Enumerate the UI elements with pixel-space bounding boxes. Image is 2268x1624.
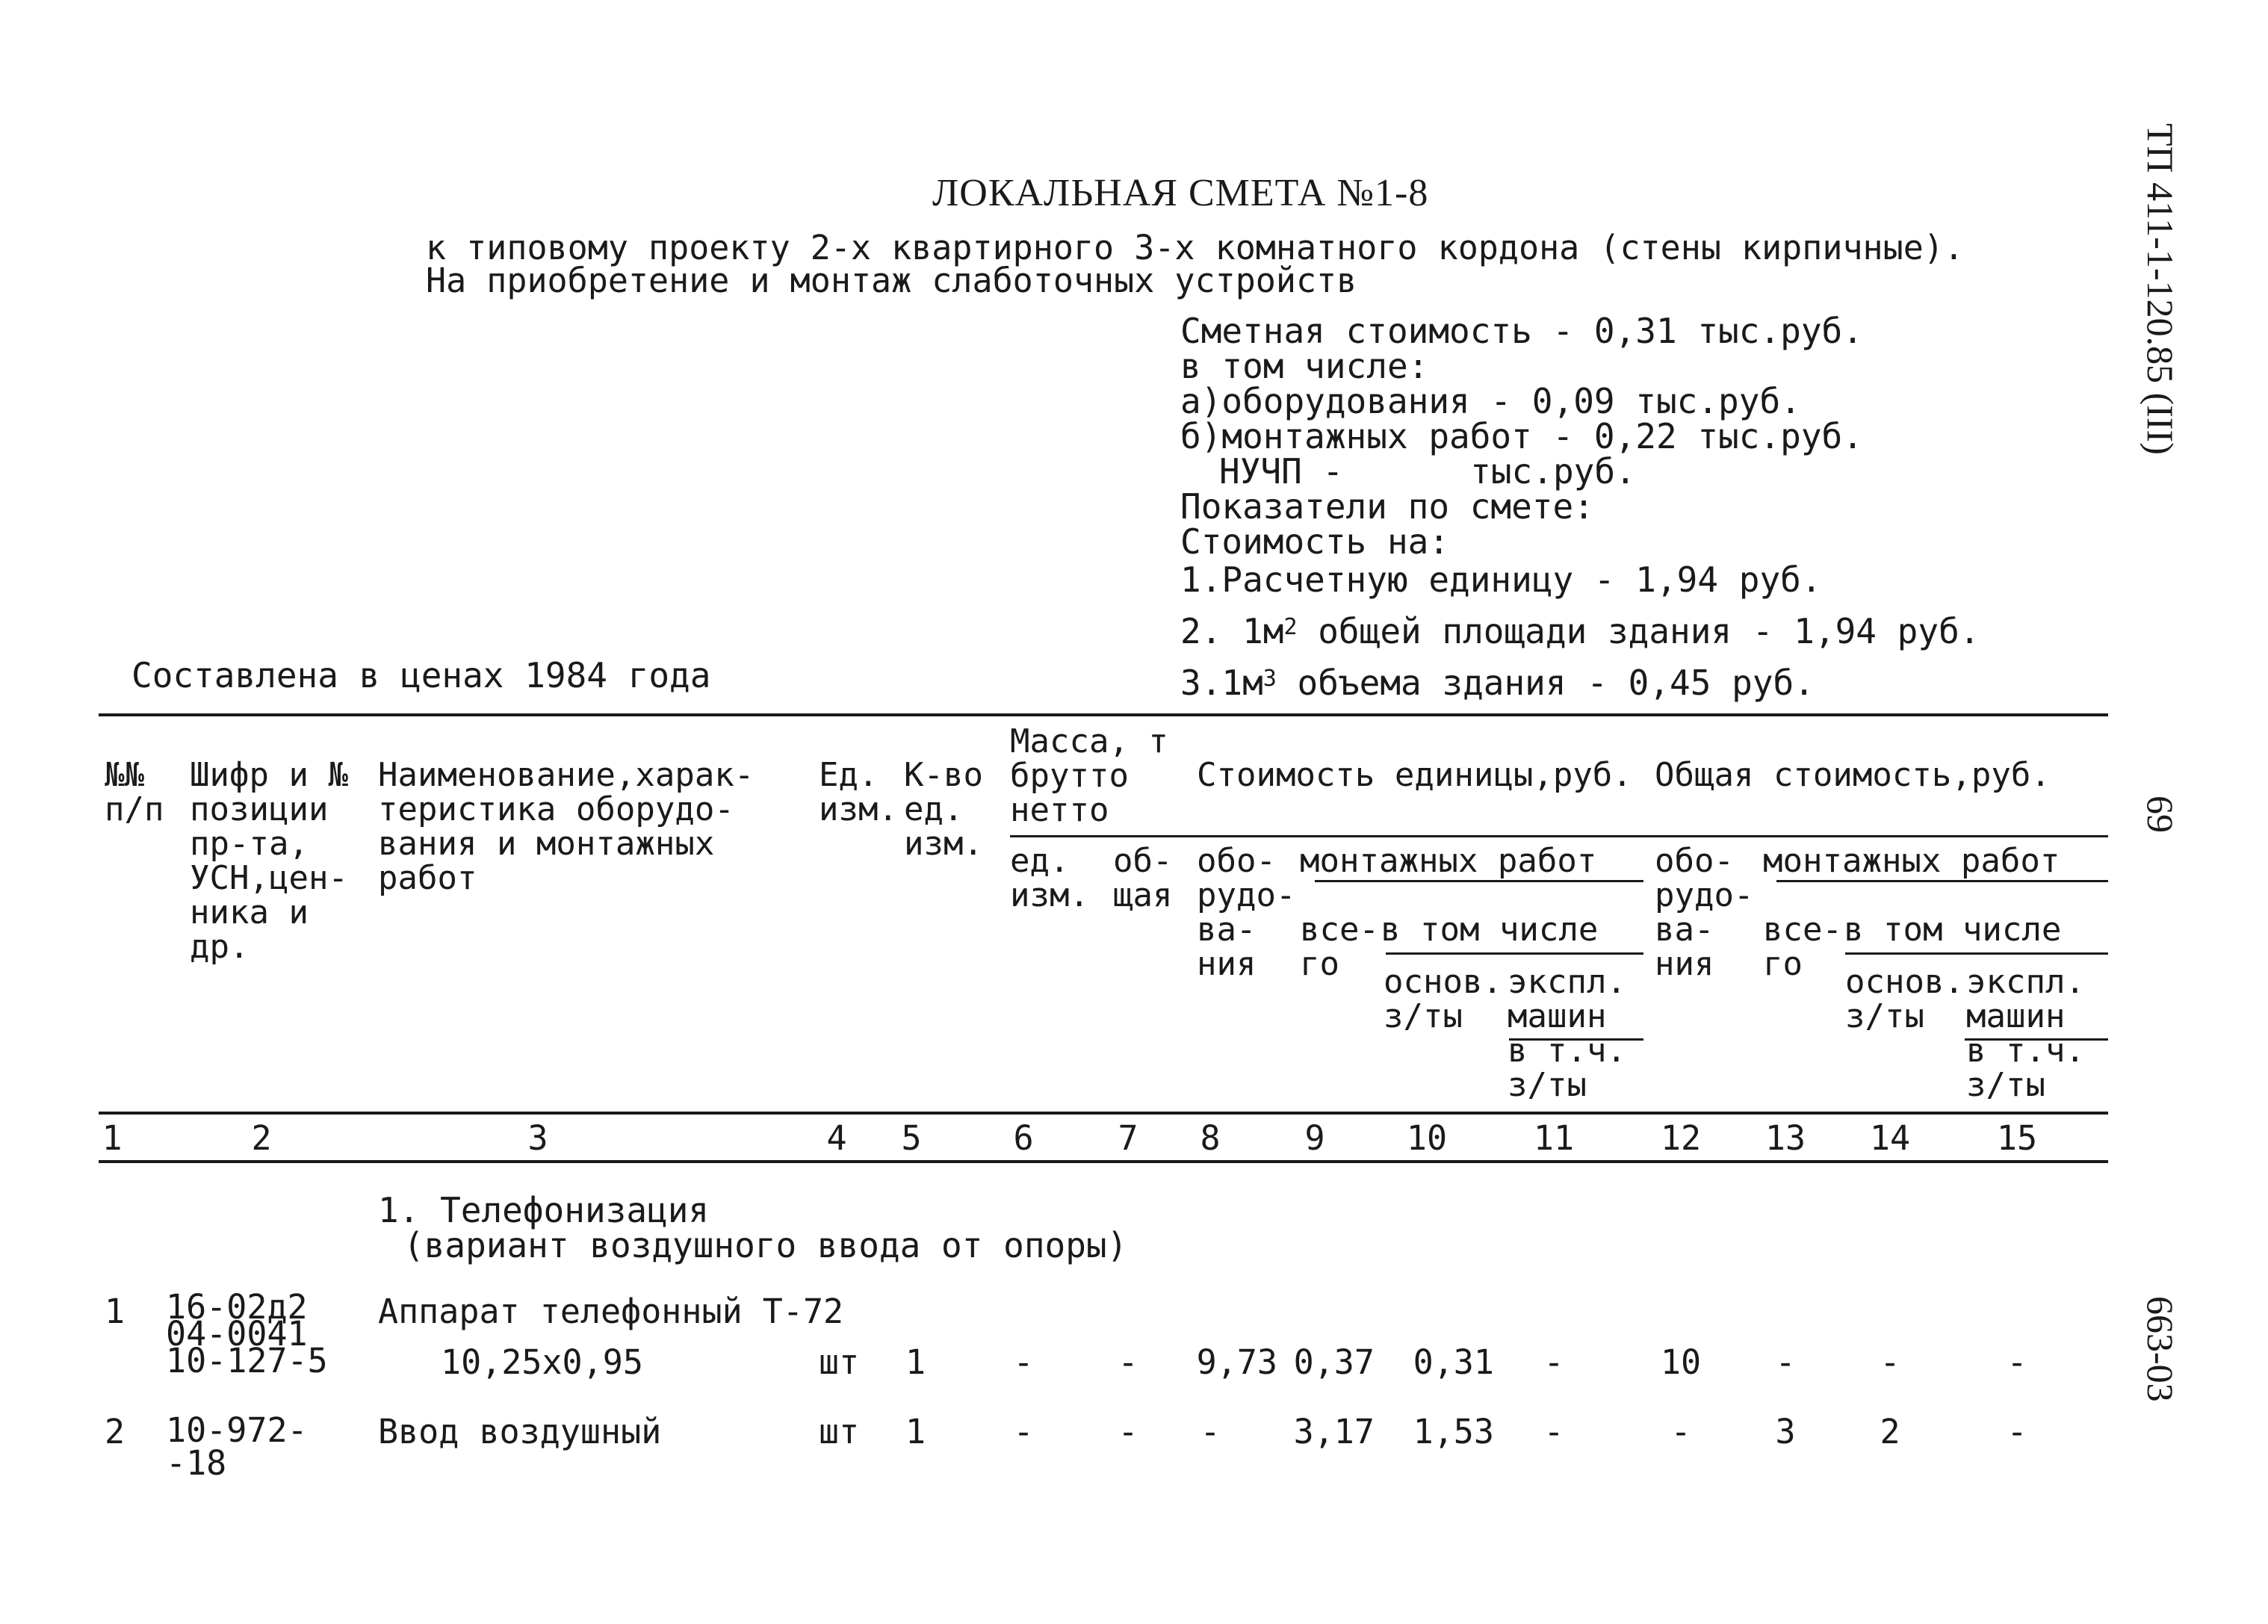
doc-subtitle-2: На приобретение и монтаж слаботочных устройств: [426, 261, 1357, 300]
col-number: 8: [1200, 1118, 1221, 1158]
row-mass-unit: -: [1013, 1342, 1034, 1382]
row-mass-total: -: [1118, 1342, 1138, 1382]
table-header-rule: [99, 1112, 2108, 1115]
table-numbers-rule: [99, 1160, 2108, 1163]
col-all-unit-header: все- го: [1300, 911, 1379, 983]
summary-estimated-cost: Сметная стоимость - 0,31 тыс.руб.: [1180, 311, 1863, 351]
row-base-unit: 1,53: [1413, 1412, 1494, 1451]
row-equip-unit: 9,73: [1196, 1342, 1277, 1382]
row-mont-unit: 3,17: [1293, 1412, 1375, 1451]
summary-per-area: 2. $1м^2$ общей площади здания - 1,94 руб.: [1180, 611, 1980, 651]
col-number: 3: [527, 1118, 548, 1158]
row-mass-unit: -: [1013, 1412, 1034, 1451]
summary-installation: б)монтажных работ - 0,22 тыс.руб.: [1180, 416, 1863, 456]
rule-incl-total: [1845, 952, 2108, 955]
col-mass-header: Масса, т брутто нетто: [1010, 722, 1168, 829]
rule-incl-unit: [1386, 952, 1643, 955]
summary-nuchp: НУЧП - тыс.руб.: [1219, 451, 1636, 492]
col-mont-unit-header: монтажных работ: [1300, 842, 1597, 880]
col-equip-unit-header: обо- рудо- ва- ния: [1197, 842, 1296, 983]
col-incl-unit-header: в том числе: [1381, 911, 1599, 949]
row-mach-total: -: [2007, 1342, 2027, 1382]
col-total-cost-header: Общая стоимость,руб.: [1655, 756, 2051, 794]
table-top-rule: [99, 713, 2108, 716]
row-qty: 1: [905, 1412, 926, 1451]
doc-subtitle-1: к типовому проекту 2-х квартирного 3-х комнатного кордона (стены кирпичные).: [426, 228, 1965, 267]
col-incl-total-header: в том числе: [1844, 911, 2062, 949]
row-mont-total: 3: [1775, 1412, 1796, 1451]
col-number: 9: [1304, 1118, 1325, 1158]
summary-block: [1180, 311, 1980, 703]
col-num-header: №№ п/п: [105, 756, 164, 828]
row-base-unit: 0,31: [1413, 1342, 1494, 1382]
col-number: 15: [1996, 1118, 2038, 1158]
row-mont-total: -: [1775, 1342, 1796, 1382]
row-code: 16-02д2 04-0041 10-127-5: [166, 1287, 328, 1380]
row-equip-unit: -: [1200, 1412, 1221, 1451]
rule-mont-unit: [1315, 880, 1643, 882]
row-mach-unit: -: [1543, 1412, 1564, 1451]
col-equip-total-header: обо- рудо- ва- ния: [1655, 842, 1754, 983]
summary-cost-per: Стоимость на:: [1180, 521, 1450, 562]
summary-indicators: Показатели по смете:: [1180, 486, 1594, 527]
summary-equipment: а)оборудования - 0,09 тыс.руб.: [1180, 381, 1801, 421]
row-unit: шт: [819, 1342, 860, 1382]
compiled-note: Составлена в ценах 1984 года: [131, 655, 711, 695]
col-mach-unit-header: экспл. машин в т.ч. з/ты: [1508, 963, 1626, 1104]
col-number: 1: [102, 1118, 123, 1158]
col-number: 2: [251, 1118, 272, 1158]
row-mach-unit: -: [1543, 1342, 1564, 1382]
col-number: 12: [1660, 1118, 1702, 1158]
col-base-total-header: основ. з/ты: [1845, 963, 1964, 1035]
col-unit-cost-header: Стоимость единицы,руб.: [1197, 756, 1632, 794]
row-unit: шт: [819, 1412, 860, 1451]
row-base-total: 2: [1880, 1412, 1900, 1451]
page-number: 69: [2140, 796, 2181, 833]
col-mass-total-header: об- щая: [1113, 842, 1173, 914]
col-qty-header: К-во ед. изм.: [904, 756, 983, 863]
summary-per-volume: $3.1м^3$ объема здания - 0,45 руб.: [1180, 663, 1815, 703]
col-number: 10: [1406, 1118, 1448, 1158]
side-bottom-code: 663-03: [2140, 1296, 2181, 1402]
col-number: 4: [826, 1118, 847, 1158]
col-number: 7: [1118, 1118, 1138, 1158]
col-base-unit-header: основ. з/ты: [1384, 963, 1502, 1035]
row-name: Ввод воздушный: [378, 1412, 662, 1451]
row-mass-total: -: [1118, 1412, 1138, 1451]
row-code: 10-972- -18: [166, 1410, 308, 1483]
row-equip-total: 10: [1660, 1342, 1702, 1382]
col-mont-total-header: монтажных работ: [1763, 842, 2060, 880]
col-unit-header: Ед. изм.: [819, 756, 898, 828]
col-number: 6: [1013, 1118, 1034, 1158]
summary-per-unit: 1.Расчетную единицу - 1,94 руб.: [1180, 560, 1822, 600]
row-name: Аппарат телефонный Т-72: [378, 1292, 844, 1331]
row-number: 2: [105, 1412, 126, 1451]
rule-mass-sub: [1010, 835, 2108, 837]
side-project-code: ТП 411-1-120.85 (III): [2140, 123, 2181, 455]
col-name-header: Наименование,харак- теристика оборудо- вания и монтажных работ: [378, 756, 755, 897]
col-number: 14: [1869, 1118, 1911, 1158]
col-code-header: Шифр и № позиции пр-та, УСН,цен- ника и др.: [190, 756, 348, 966]
doc-title: ЛОКАЛЬНАЯ СМЕТА №1-8: [932, 172, 1429, 214]
row-base-total: -: [1880, 1342, 1900, 1382]
col-number: 13: [1764, 1118, 1806, 1158]
row-qty: 1: [905, 1342, 926, 1382]
col-all-total-header: все- го: [1763, 911, 1842, 983]
col-mass-unit-header: ед. изм.: [1010, 842, 1089, 914]
row-mont-unit: 0,37: [1293, 1342, 1375, 1382]
summary-including: в том числе:: [1180, 346, 1429, 386]
section-title: 1. Телефонизация: [378, 1190, 710, 1230]
rule-mont-total: [1776, 880, 2108, 882]
row-name-detail: 10,25х0,95: [441, 1342, 643, 1382]
col-number: 5: [901, 1118, 922, 1158]
col-number: 11: [1533, 1118, 1575, 1158]
col-mach-total-header: экспл. машин в т.ч. з/ты: [1966, 963, 2085, 1104]
row-mach-total: -: [2007, 1412, 2027, 1451]
row-number: 1: [105, 1292, 126, 1331]
row-equip-total: -: [1670, 1412, 1691, 1451]
section-subtitle: (вариант воздушного ввода от опоры): [403, 1225, 1128, 1265]
